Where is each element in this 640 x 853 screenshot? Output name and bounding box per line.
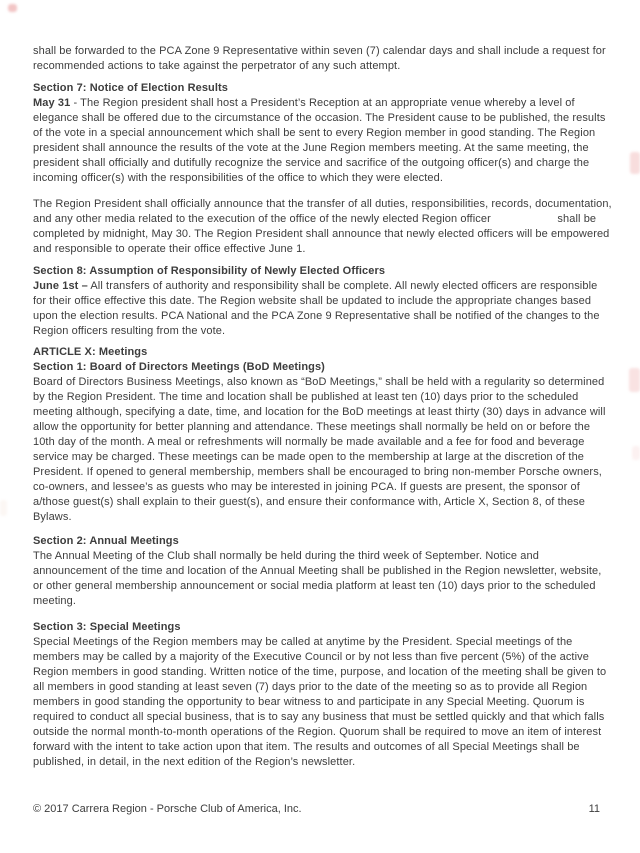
- scan-artifact: [0, 500, 7, 516]
- paragraph-lead: June 1st –: [33, 280, 88, 292]
- heading-article-x-section1: [33, 360, 613, 375]
- paragraph-section8-assumption: [33, 279, 613, 339]
- paragraph-text: - The Region president shall host a President’s Reception at an appropriate venue whereby a level of elegance shall be offered due to the circumstance of the occasion. The President cause to be published, the results of the vote in a special announcement which shall be sent to every Region member in good standing. The Region president shall announce the results of the vote at the June Region members meeting. At the same meeting, the president shall officially and dutifully recognize the service and sacrifice of the outgoing officer(s) and charge the incoming officer(s) with the responsibilities of the office to which they were elected.: [33, 97, 606, 184]
- paragraph-lead: May 31: [33, 97, 71, 109]
- document-content: [33, 44, 613, 770]
- paragraph-section7-election-notice: [33, 96, 613, 186]
- scan-artifact: [8, 4, 17, 12]
- paragraph-special-meetings: [33, 635, 613, 770]
- footer-copyright: © 2017 Carrera Region - Porsche Club of America, Inc.: [33, 803, 302, 815]
- scan-artifact: [630, 152, 640, 174]
- paragraph-text: Special Meetings of the Region members may be called at anytime by the President. Special meetings of the members may be called by a majority of the Executive Council or by not less than five percent (5%) of the active Region members in good standing. Written notice of the time, purpose, and location of the meeting shall be given to all members in good standing at least seven (7) days prior to the date of the meeting so as to provide all Region members in good standing the opportunity to bear witness to and participate in any Special Meeting. Quorum is required to conduct all special business, that is to say any business that must be settled quickly and that which falls outside the normal month-to-month operations of the Region. Quorum shall be required to move an item of interest forward with the intent to take action upon that item. The results and outcomes of all Special Meetings shall be published, in detail, in the next edition of the Region’s newsletter.: [33, 636, 607, 768]
- paragraph-text: shall be forwarded to the PCA Zone 9 Representative within seven (7) calendar days and shall include a request for recommended actions to take against the perpetrator of any such attempt.: [33, 45, 606, 72]
- heading-text: Section 3: Special Meetings: [33, 621, 181, 633]
- heading-text: ARTICLE X: Meetings: [33, 346, 148, 358]
- heading-text: Section 2: Annual Meetings: [33, 535, 179, 547]
- heading-text: Section 8: Assumption of Responsibility of Newly Elected Officers: [33, 265, 386, 277]
- paragraph-forwarding: [33, 44, 613, 74]
- heading-section7: [33, 81, 613, 96]
- paragraph-text: Board of Directors Business Meetings, also known as “BoD Meetings,” shall be held with a regularity so determined by the Region President. The time and location shall be published at least ten (10) days prior to the scheduled meeting although, specifying a date, time, and location for the BoD meetings at least thirty (30) days in advance will allow the opportunity for better planning and attendance. These meetings shall normally be held on or before the 10th day of the month. A meal or refreshments will normally be made available and a fee for food and beverage service may be charged. These meetings can be made open to the membership at large at the discretion of the President. If opened to general membership, members shall be encouraged to bring non-member Porsche owners, co-owners, and lessee’s as guests who may be interested in joining PCA. If guests are present, the sponsor of a/those guest(s) shall explain to their guest(s), and ensure their conformance with, Article X, Section 8, of these Bylaws.: [33, 376, 606, 523]
- scan-artifact: [632, 446, 640, 460]
- heading-section3-special: [33, 620, 613, 635]
- paragraph-annual-meetings: [33, 549, 613, 609]
- heading-article-x: [33, 345, 613, 360]
- heading-section8: [33, 264, 613, 279]
- heading-section2-annual: [33, 534, 613, 549]
- paragraph-text: All transfers of authority and responsibility shall be complete. All newly elected officers are responsible for their office effective this date. The Region website shall be updated to include the appropriate changes based upon the election results. PCA National and the PCA Zone 9 Representative shall be notified of the changes to the Region officers resulting from the vote.: [33, 280, 600, 337]
- heading-text: Section 1: Board of Directors Meetings (BoD Meetings): [33, 361, 325, 373]
- paragraph-text: The Region President shall officially announce that the transfer of all duties, responsibilities, records, documentation, and any other media related to the execution of the office of the newly elected Region officer shall be completed by midnight, May 30. The Region President shall announce that newly elected officers will be empowered and responsible to operate their office effective June 1.: [33, 198, 612, 255]
- page-footer: [33, 802, 600, 817]
- footer-page-number: 11: [588, 803, 600, 815]
- paragraph-text: The Annual Meeting of the Club shall normally be held during the third week of September. Notice and announcement of the time and location of the Annual Meeting shall be published in the Region newsletter, website, or other general membership announcement or social media platform at least ten (10) days prior to the scheduled meeting.: [33, 550, 602, 607]
- paragraph-bod-meetings: [33, 375, 613, 525]
- heading-text: Section 7: Notice of Election Results: [33, 82, 229, 94]
- scan-artifact: [629, 368, 640, 392]
- paragraph-transfer-of-duties: [33, 197, 613, 257]
